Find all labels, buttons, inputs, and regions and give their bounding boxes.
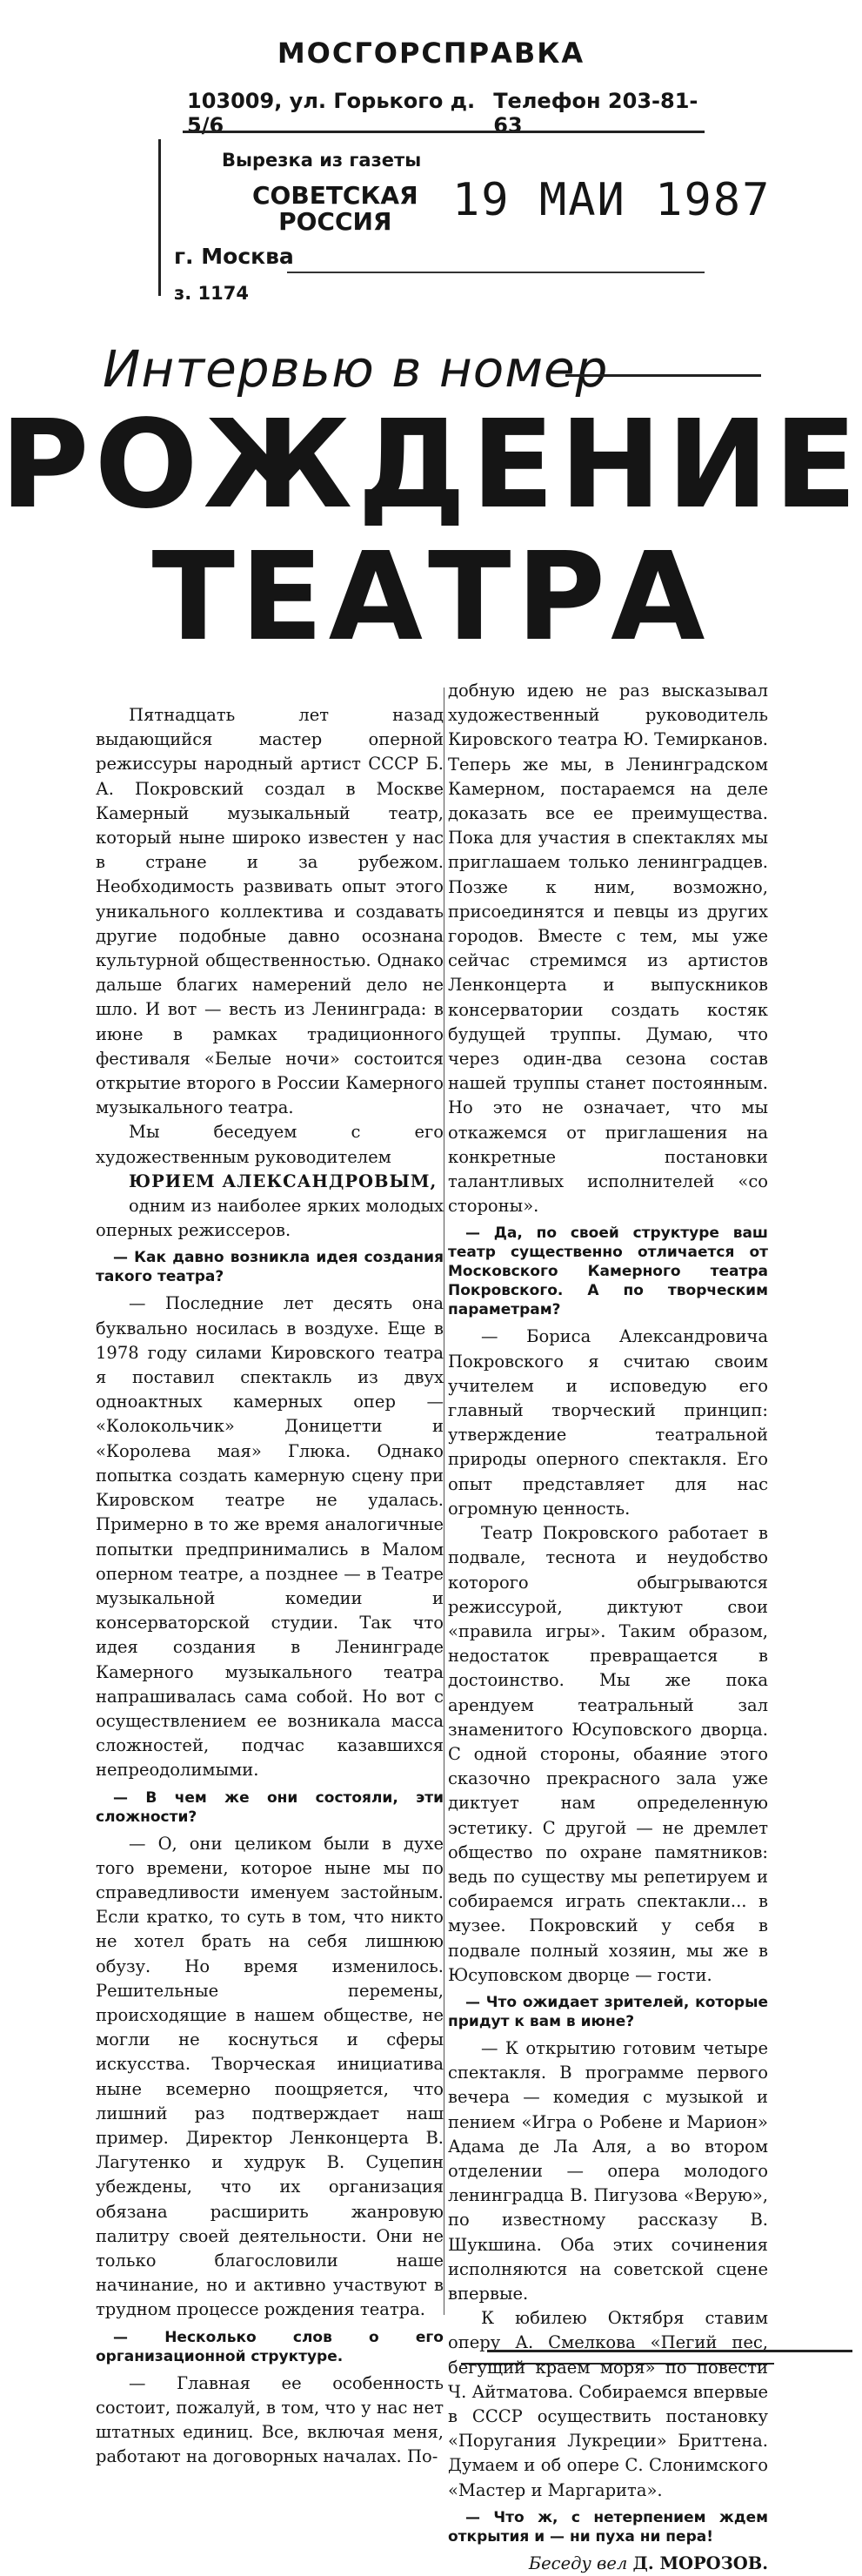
- article-paragraph: К юбилею Октября ставим оперу А. Смелкова «Пегий пес, бегущий краем моря» по повести Ч. Айтматова. Собираемся впервые в СССР осуществить постановку «Поругания Лукреции» Бриттена. Думаем и об опере С. Слонимского «Мастер и Маргарита».: [448, 2308, 769, 2500]
- article-paragraph: одним из наиболее ярких молодых оперных режиссеров.: [96, 1196, 444, 1241]
- article-column-left: [96, 703, 444, 2469]
- newspaper-name-line1: СОВЕТСКАЯ: [252, 181, 418, 210]
- stamp-vertical-rule: [158, 139, 161, 296]
- interview-question: — Да, по своей структуре ваш театр существенно отличается от Московского Камерного театра Покровского. А по творческим параметрам?: [448, 1224, 768, 1319]
- byline-prefix: Беседу вел: [528, 2553, 628, 2573]
- interview-question: — Что ожидает зрителей, которые придут к вам в июне?: [448, 1993, 768, 2030]
- article-paragraph: — Бориса Александровича Покровского я считаю своим учителем и исповедую его главный творческий принцип: утверждение театральной природы оперного спектакля. Его опыт представляет для нас огромную ценность.: [448, 1326, 768, 1519]
- article-paragraph: добную идею не раз высказывал художественный руководитель Кировского театра Ю. Темирканов. Теперь же мы, в Ленинградском Камерном, постараемся на деле доказать все ее преимущества. Пока для участия в спектаклях мы приглашаем только ленинградцев. Позже к ним, возможно, присоединятся и певцы из других городов. Вместе с тем, мы уже сейчас стремимся из артистов Ленконцерта и выпускников консерватории создать костяк будущей труппы. Думаю, что через один-два сезона состав нашей труппы станет постоянным. Но это не означает, что мы откажемся от приглашения на конкретные постановки талантливых исполнителей «со стороны».: [448, 681, 768, 1217]
- clipping-label: Вырезка из газеты: [222, 150, 422, 171]
- agency-name: МОСГОРСПРАВКА: [277, 37, 585, 70]
- newspaper-name-line2: РОССИЯ: [278, 207, 392, 236]
- interview-question: — В чем же они состояли, эти сложности?: [96, 1788, 444, 1826]
- bottom-rule-secondary: [461, 2363, 774, 2365]
- article-paragraph: — Главная ее особенность состоит, пожалуй, в том, что у нас нет штатных единиц. Все, включая меня, работают на договорных началах. По-: [96, 2372, 444, 2467]
- city: г. Москва: [174, 244, 294, 269]
- bottom-rule: [487, 2350, 852, 2352]
- rubric-rule: [565, 374, 761, 377]
- newspaper-name: [252, 183, 418, 235]
- headline-line2: ТЕАТРА: [151, 527, 711, 668]
- agency-phone: Телефон 203-81-63: [493, 89, 698, 138]
- article-paragraph: — К открытию готовим четыре спектакля. В программе первого вечера — комедия с музыкой и пением «Игра о Робене и Марион» Адама де Ла Аля, а во втором отделении — опера молодого ленинградца В. Пигузова «Верую», по известному рассказу В. Шукшина. Оба этих сочинения исполняются на советской сцене впервые.: [448, 2037, 768, 2304]
- article-paragraph: Театр Покровского работает в подвале, теснота и неудобство которого обыгрываются режиссурой, диктуют свои «правила игры». Таким образом, недостаток превращается в достоинство. Мы же пока арендуем театральный зал знаменитого Юсуповского дворца. С одной стороны, обаяние этого сказочно прекрасного зала уже диктует нам определенную эстетику. С другой — не дремлет общество по охране памятников: ведь по существу мы репетируем и собираемся играть спектакли... в музее. Покровский у себя в подвале полный хозяин, мы же в Юсуповском дворце — гости.: [448, 1523, 768, 1985]
- stamp-underline: [287, 272, 705, 273]
- article-column-right: [448, 679, 768, 2576]
- interview-question: — Несколько слов о его организационной структуре.: [96, 2328, 444, 2365]
- byline: [448, 2552, 768, 2576]
- rubric: Интервью в номер: [103, 339, 609, 399]
- interviewee-name: ЮРИЕМ АЛЕКСАНДРОВЫМ,: [129, 1171, 438, 1191]
- article-paragraph: — О, они целиком были в духе того времени, которое ныне мы по справедливости именуем застойным. Если кратко, то суть в том, что никто не хотел брать на себя лишнюю обузу. Но время изменилось. Решительные перемены, происходящие в нашем обществе, не могли не коснуться и сферы искусства. Творческая инициатива ныне всемерно поощряется, что лишний раз подтверждает наш пример. Директор Ленконцерта В. Лагутенко и худрук В. Суцепин убеждены, что их организация обязана расширить жанровую палитру своей деятельности. Они не только благословили наше начинание, но и активно участвуют в трудном процессе рождения театра.: [96, 1833, 444, 2320]
- article-paragraph: Мы беседуем с его художественным руководителем: [96, 1122, 444, 1167]
- order-number: з. 1174: [174, 283, 249, 304]
- article-paragraph: Пятнадцать лет назад выдающийся мастер оперной режиссуры народный артист СССР Б. А. Покровский создал в Москве Камерный музыкальный театр, который ныне широко известен у нас в стране и за рубежом. Необходимость развивать опыт этого уникального коллектива и создавать другие подобные давно осознана культурной общественностью. Однако дальше благих намерений дело не шло. И вот — весть из Ленинграда: в июне в рамках традиционного фестиваля «Белые ночи» состоится открытие второго в России Камерного музыкального театра.: [96, 705, 444, 1118]
- interview-question: — Как давно возникла идея создания такого театра?: [96, 1249, 444, 1286]
- byline-author: Д. МОРОЗОВ.: [632, 2553, 768, 2573]
- agency-address: 103009, ул. Горького д. 5/6: [187, 89, 476, 138]
- headline-line1: РОЖДЕНИЕ: [0, 394, 862, 536]
- article-paragraph: — Последние лет десять она буквально носилась в воздухе. Еще в 1978 году силами Кировского театра я поставил спектакль из двух одноактных камерных опер — «Колокольчик» Доницетти и «Королева мая» Глюка. Однако попытка создать камерную сцену при Кировском театре не удалась. Примерно в то же время аналогичные попытки предпринимались в Малом оперном театре, а позднее — в Театре музыкальной комедии и консерваторской студии. Так что идея создания в Ленинграде Камерного музыкального театра напрашивалась сама собой. Но вот с осуществлением ее возникала масса сложностей, подчас казавшихся непреодолимыми.: [96, 1293, 444, 1781]
- header-rule: [183, 131, 705, 133]
- clipping-date-stamp: 19 МАИ 1987: [452, 174, 772, 226]
- interview-question: — Что ж, с нетерпением ждем открытия и — ни пуха ни пера!: [448, 2508, 768, 2546]
